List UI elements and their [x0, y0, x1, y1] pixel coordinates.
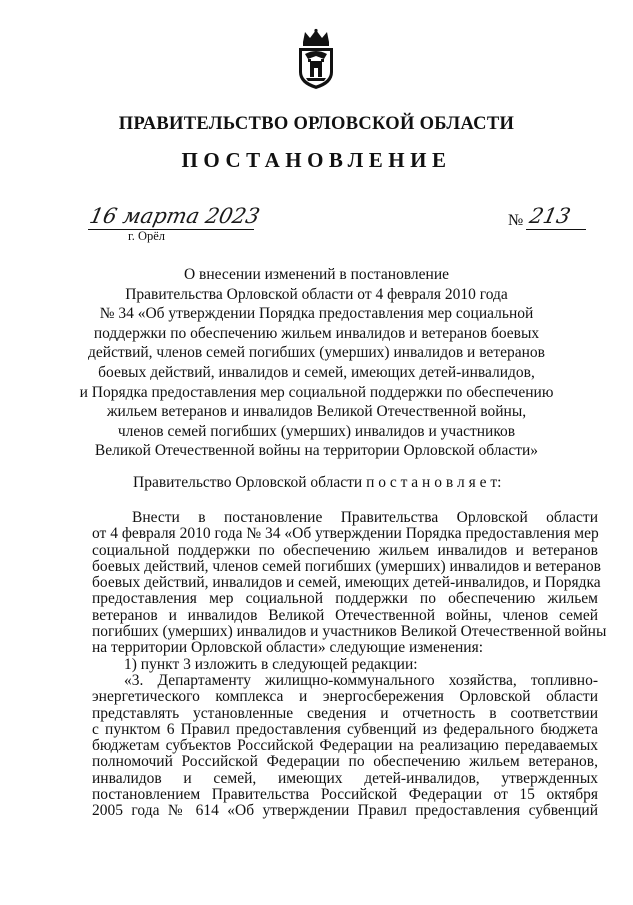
handwritten-number: 213 — [527, 204, 573, 228]
subject-line: действий, членов семей погибших (умерших) инвалидов и ветеранов — [88, 344, 545, 362]
number-underline — [526, 229, 586, 230]
subject-line: членов семей погибших (умерших) инвалидов и участников — [117, 422, 516, 440]
body-line: на территории Орловской области» следующие изменения: — [92, 639, 484, 657]
body-line: бюджетам субъектов Российской Федерации на реализацию передаваемых — [92, 737, 598, 755]
document-type: ПОСТАНОВЛЕНИЕ — [181, 148, 452, 172]
body-line: погибших (умерших) инвалидов и участников Великой Отечественной войны — [92, 623, 607, 641]
government-title: ПРАВИТЕЛЬСТВО ОРЛОВСКОЙ ОБЛАСТИ — [118, 114, 515, 134]
body-line: с пунктом 6 Правил предоставления субвенций из федерального бюджета — [92, 720, 598, 738]
body-line: от 4 февраля 2010 года № 34 «Об утверждении Порядка предоставления мер — [92, 525, 599, 543]
body-line: представлять установленные сведения и отчетность в соответствии — [92, 704, 598, 722]
body-line: энергетического комплекса и энергосбережения Орловской области — [92, 688, 598, 706]
coat-of-arms-icon — [295, 28, 337, 90]
handwritten-date: 16 марта 2023 — [87, 204, 262, 228]
date-underline — [88, 229, 254, 230]
body-line: инвалидов и семей, имеющих детей-инвалидов, утвержденных — [92, 769, 598, 787]
body-line: полномочий Российской Федерации по обеспечению жильем ветеранов, — [92, 753, 598, 771]
subject-line: жильем ветеранов и инвалидов Великой Отечественной войны, — [106, 403, 527, 421]
subject-line: и Порядка предоставления мер социальной поддержки по обеспечению — [79, 383, 554, 401]
body-line: социальной поддержки по обеспечению жильем инвалидов и ветеранов — [92, 541, 598, 559]
body-line: предоставления мер социальной поддержки по обеспечению жильем — [92, 590, 598, 608]
body-line: Внести в постановление Правительства Орловской области — [132, 509, 598, 526]
subject-line: поддержки по обеспечению жильем инвалидов и ветеранов боевых — [93, 324, 540, 342]
body-line: 2005 года № 614 «Об утверждении Правил предоставления субвенций — [92, 802, 598, 820]
number-label: № — [508, 212, 524, 229]
document-subject — [60, 265, 573, 461]
city-label: г. Орёл — [128, 229, 166, 243]
body-line: 1) пункт 3 изложить в следующей редакции: — [124, 655, 418, 673]
body-line: постановлением Правительства Российской Федерации от 15 октября — [92, 786, 598, 804]
preamble: Правительство Орловской области п о с т а н о в л я е т: — [133, 474, 502, 491]
subject-line: № 34 «Об утверждении Порядка предоставления мер социальной — [99, 305, 534, 323]
body-line: боевых действий, инвалидов и семей, имеющих детей-инвалидов, и Порядка — [92, 574, 601, 592]
document-body — [92, 509, 607, 820]
subject-line: Великой Отечественной войны на территории Орловской области» — [94, 442, 539, 460]
body-line: «3. Департаменту жилищно-коммунального хозяйства, топливно- — [124, 671, 598, 689]
subject-line: Правительства Орловской области от 4 февраля 2010 года — [125, 285, 508, 303]
body-line: ветеранов и инвалидов Великой Отечественной войны, членов семей — [92, 606, 598, 624]
subject-line: боевых действий, инвалидов и семей, имеющих детей-инвалидов, — [98, 363, 535, 381]
body-line: боевых действий, членов семей погибших (умерших) инвалидов и ветеранов — [92, 557, 601, 575]
subject-line: О внесении изменений в постановление — [183, 266, 450, 283]
